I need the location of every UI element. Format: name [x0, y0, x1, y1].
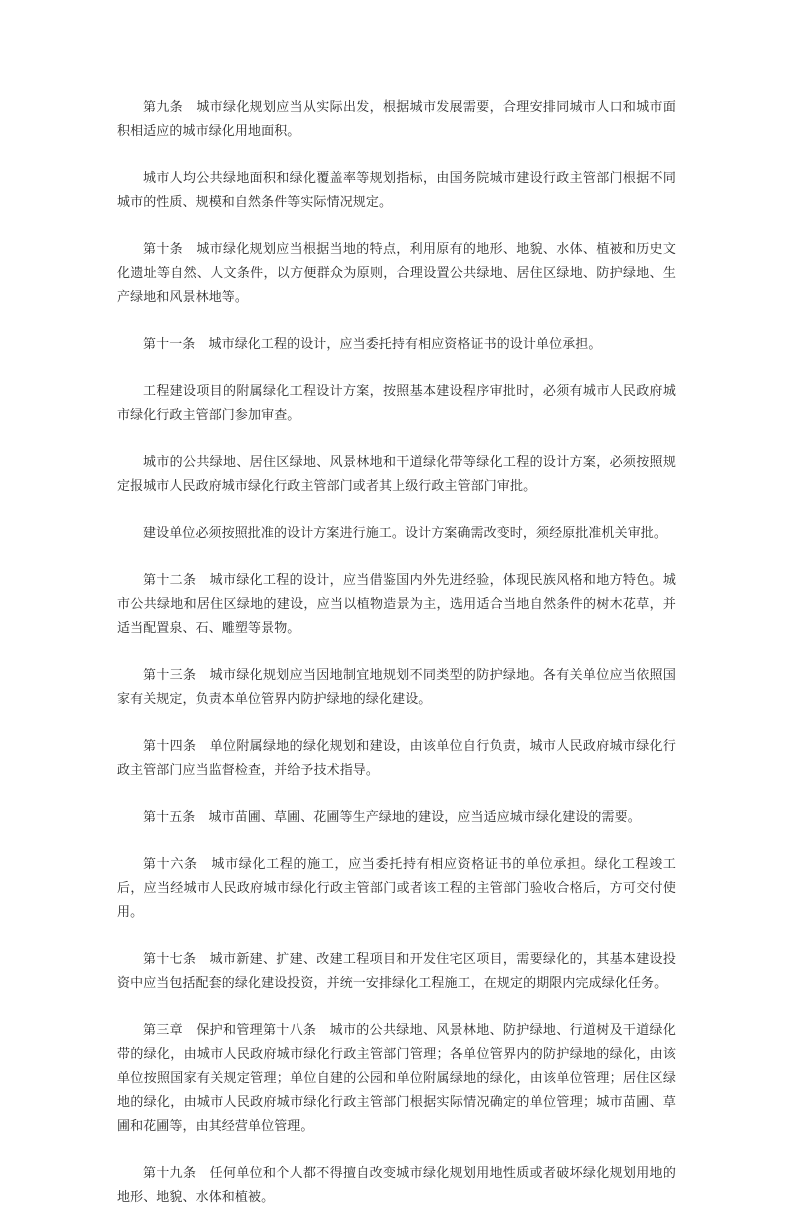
article-11-approval-paragraph: 城市的公共绿地、居住区绿地、风景林地和干道绿化带等绿化工程的设计方案，必须按照规定报城市人民政府城市绿化行政主管部门或者其上级行政主管部门审批。 — [117, 455, 676, 494]
article-13-paragraph: 第十三条 城市绿化规划应当因地制宜地规划不同类型的防护绿地。各有关单位应当依照国家有关规定，负责本单位管界内防护绿地的绿化建设。 — [117, 668, 676, 707]
article-16-paragraph: 第十六条 城市绿化工程的施工，应当委托持有相应资格证书的单位承担。绿化工程竣工后，应当经城市人民政府城市绿化行政主管部门或者该工程的主管部门验收合格后，方可交付使用。 — [117, 857, 676, 920]
article-11-review-paragraph: 工程建设项目的附属绿化工程设计方案，按照基本建设程序审批时，必须有城市人民政府城市绿化行政主管部门参加审查。 — [117, 384, 676, 423]
document-page — [117, 96, 676, 1210]
article-15-paragraph: 第十五条 城市苗圃、草圃、花圃等生产绿地的建设，应当适应城市绿化建设的需要。 — [143, 810, 641, 825]
article-9-paragraph: 第九条 城市绿化规划应当从实际出发，根据城市发展需要，合理安排同城市人口和城市面积相适应的城市绿化用地面积。 — [117, 100, 676, 139]
chapter-3-article-18-paragraph: 第三章 保护和管理第十八条 城市的公共绿地、风景林地、防护绿地、行道树及干道绿化带的绿化，由城市人民政府城市绿化行政主管部门管理；各单位管界内的防护绿地的绿化，由该单位按照国家有关规定管理；单位自建的公园和单位附属绿地的绿化，由该单位管理；居住区绿地的绿化，由城市人民政府城市绿化行政主管部门根据实际情况确定的单位管理；城市苗圃、草圃和花圃等，由其经营单位管理。 — [117, 1023, 676, 1134]
article-12-paragraph: 第十二条 城市绿化工程的设计，应当借鉴国内外先进经验，体现民族风格和地方特色。城市公共绿地和居住区绿地的建设，应当以植物造景为主，选用适合当地自然条件的树木花草，并适当配置泉、石、雕塑等景物。 — [117, 573, 676, 636]
article-10-paragraph: 第十条 城市绿化规划应当根据当地的特点，利用原有的地形、地貌、水体、植被和历史文化遗址等自然、人文条件，以方便群众为原则，合理设置公共绿地、居住区绿地、防护绿地、生产绿地和风景林地等。 — [117, 242, 676, 305]
article-9-planning-indicators-paragraph: 城市人均公共绿地面积和绿化覆盖率等规划指标，由国务院城市建设行政主管部门根据不同城市的性质、规模和自然条件等实际情况规定。 — [117, 171, 676, 210]
article-11-paragraph: 第十一条 城市绿化工程的设计，应当委托持有相应资格证书的设计单位承担。 — [143, 337, 602, 352]
article-14-paragraph: 第十四条 单位附属绿地的绿化规划和建设，由该单位自行负责，城市人民政府城市绿化行政主管部门应当监督检查，并给予技术指导。 — [117, 739, 676, 778]
article-17-paragraph: 第十七条 城市新建、扩建、改建工程项目和开发住宅区项目，需要绿化的，其基本建设投资中应当包括配套的绿化建设投资，并统一安排绿化工程施工，在规定的期限内完成绿化任务。 — [117, 952, 676, 991]
article-19-paragraph: 第十九条 任何单位和个人都不得擅自改变城市绿化规划用地性质或者破坏绿化规划用地的地形、地貌、水体和植被。 — [117, 1166, 676, 1205]
article-11-construction-paragraph: 建设单位必须按照批准的设计方案进行施工。设计方案确需改变时，须经原批准机关审批。 — [143, 526, 668, 541]
